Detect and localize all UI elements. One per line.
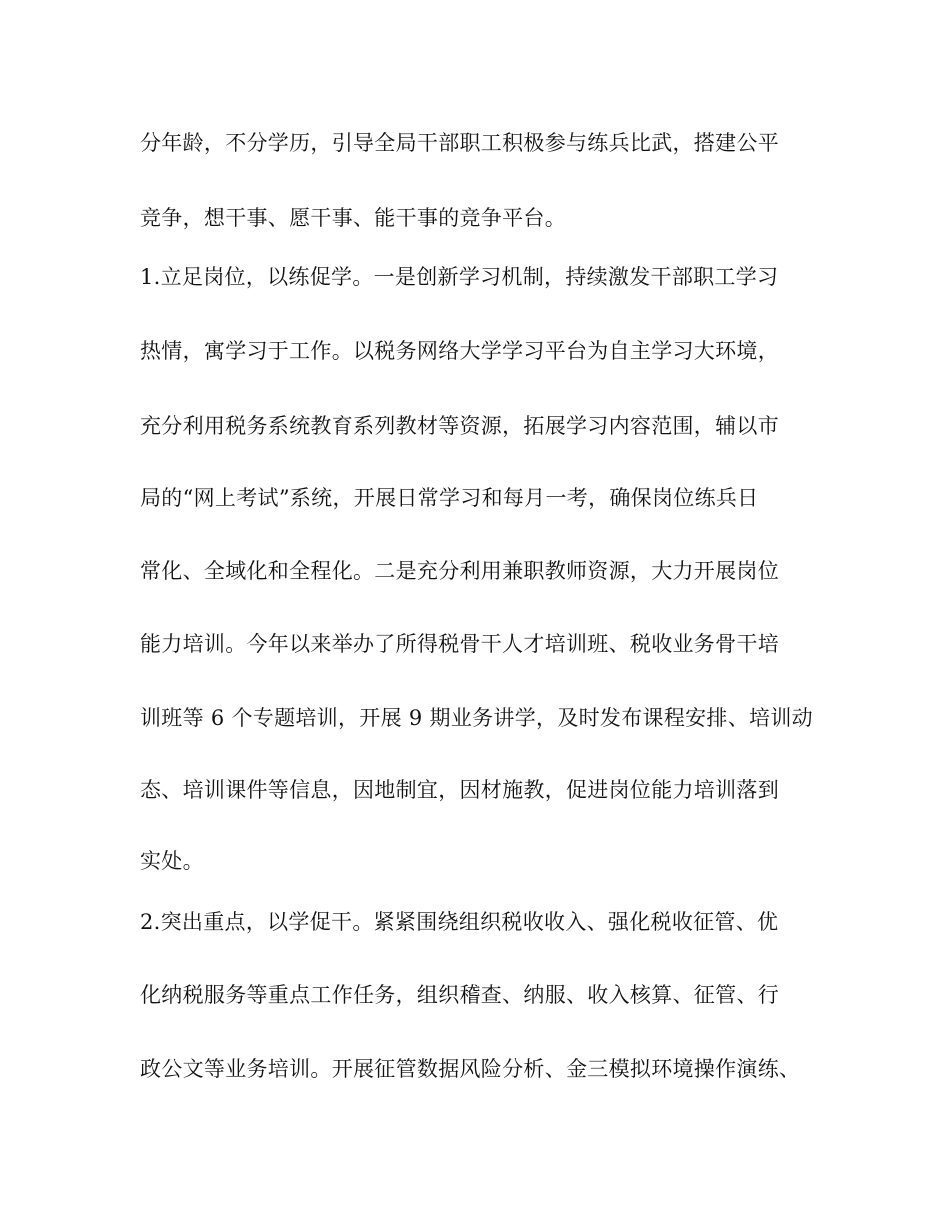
paragraph-line-14: 政公文等业务培训。开展征管数据风险分析、金三模拟环境操作演练、 [140,1057,801,1081]
paragraph-line-3: 1.立足岗位，以练促学。一是创新学习机制，持续激发干部职工学习 [140,265,779,289]
paragraph-line-10: 态、培训课件等信息，因地制宜，因材施教，促进岗位能力培训落到 [140,778,779,802]
paragraph-line-6: 局的“网上考试”系统，开展日常学习和每月一考，确保岗位练兵日 [140,486,759,510]
paragraph-line-7: 常化、全域化和全程化。二是充分利用兼职教师资源，大力开展岗位 [140,559,779,583]
paragraph-line-4: 热情，寓学习于工作。以税务网络大学学习平台为自主学习大环境， [140,339,779,363]
paragraph-line-2: 竞争，想干事、愿干事、能干事的竞争平台。 [140,206,566,230]
paragraph-line-12: 2.突出重点，以学促干。紧紧围绕组织税收收入、强化税收征管、优 [140,910,779,934]
paragraph-line-5: 充分利用税务系统教育系列教材等资源，拓展学习内容范围，辅以市 [140,414,779,438]
paragraph-line-11: 实处。 [140,849,204,873]
paragraph-line-8: 能力培训。今年以来举办了所得税骨干人才培训班、税收业务骨干培 [140,632,779,656]
paragraph-line-1: 分年龄，不分学历，引导全局干部职工积极参与练兵比武，搭建公平 [140,131,779,155]
paragraph-line-13: 化纳税服务等重点工作任务，组织稽查、纳服、收入核算、征管、行 [140,983,779,1007]
paragraph-line-9: 训班等 6 个专题培训，开展 9 期业务讲学，及时发布课程安排、培训动 [140,706,813,730]
